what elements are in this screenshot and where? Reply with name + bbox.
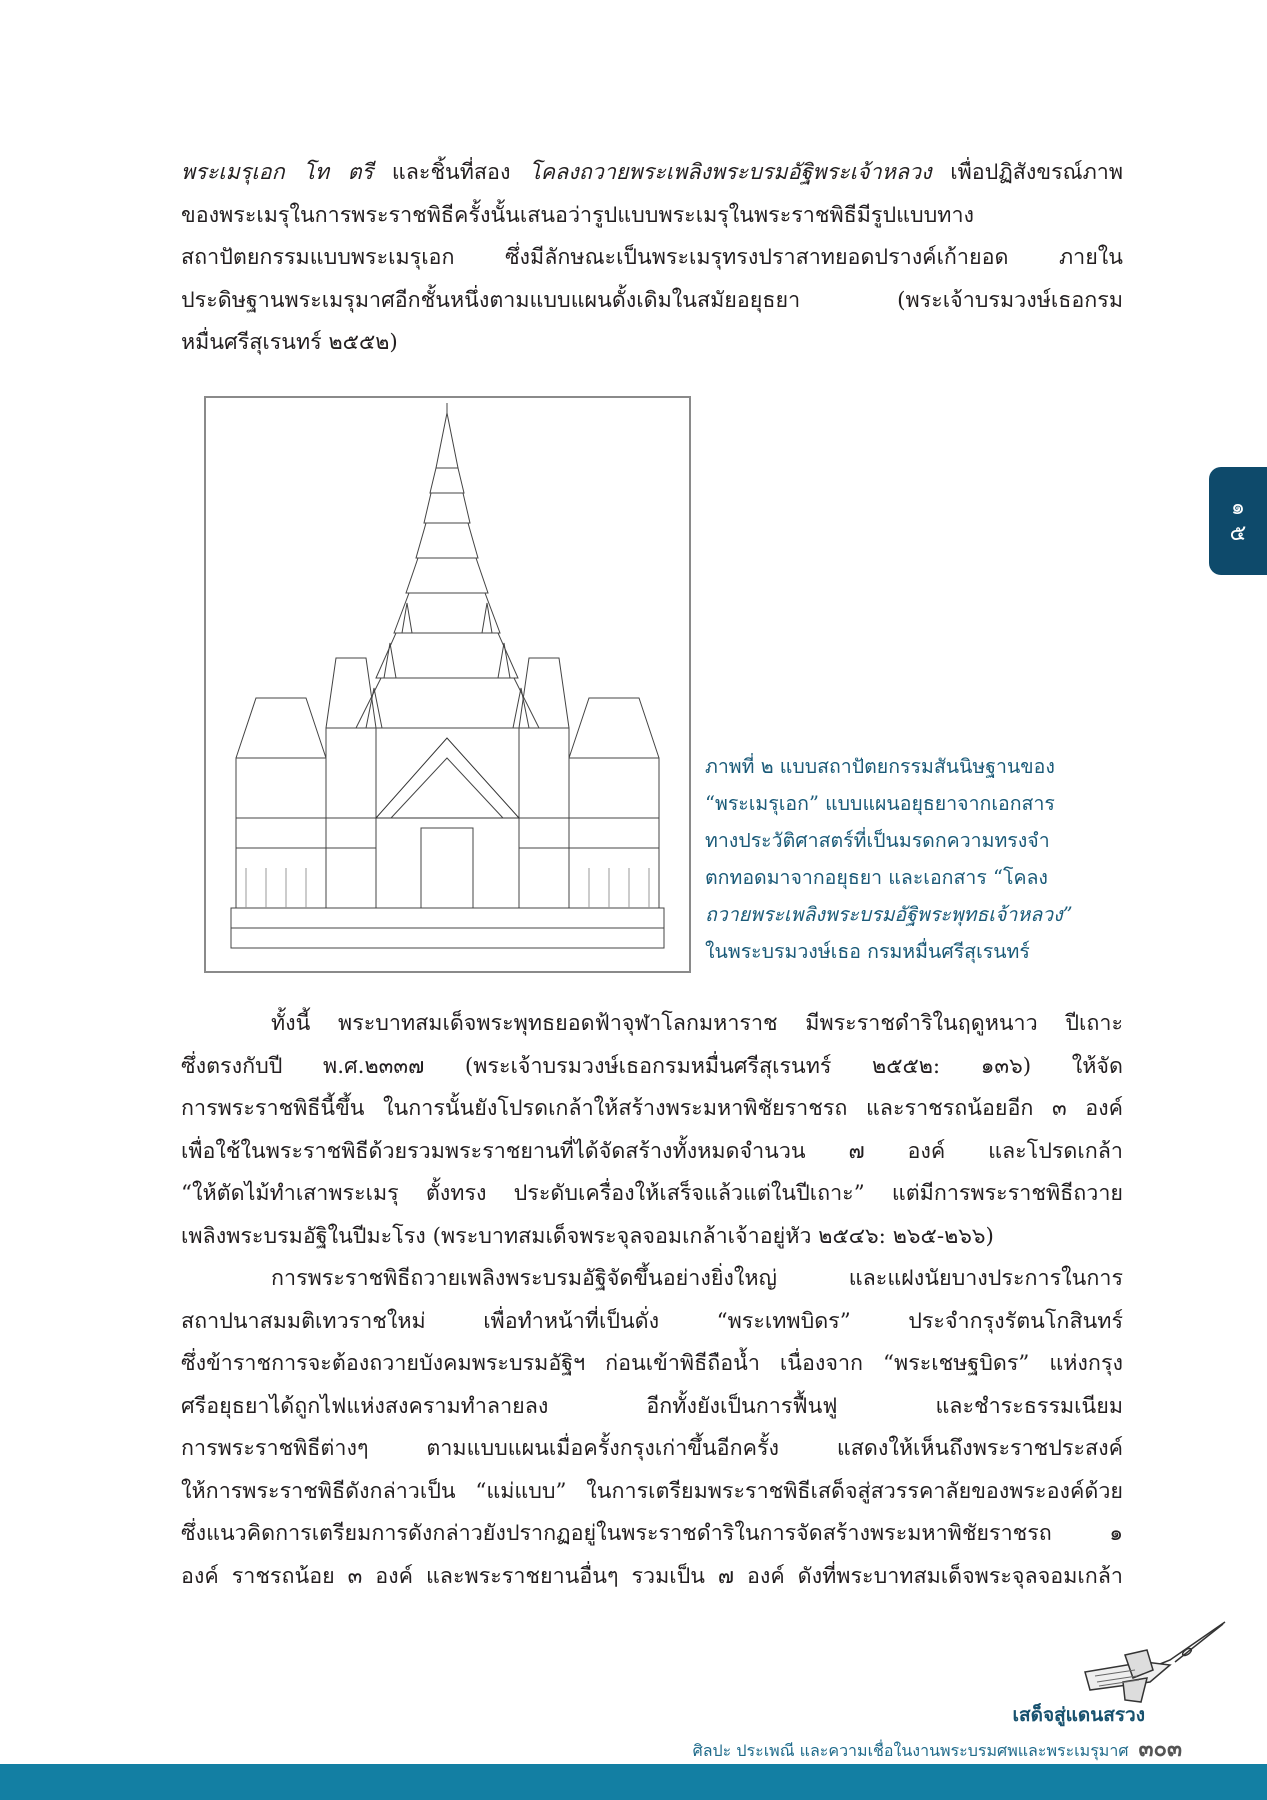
chapter-number-2: ๕ — [1229, 521, 1247, 546]
figure-caption — [705, 748, 1080, 970]
figure-prasat-drawing — [204, 396, 691, 973]
text-line: ซึ่งข้าราชการจะต้องถวายบังคมพระบรมอัฐิฯ ก่อนเข้าพิธีถือน้ำ เนื่องจาก “พระเชษฐบิดร” แห่งกรุง — [181, 1351, 1123, 1376]
text-line: ของพระเมรุในการพระราชพิธีครั้งนั้นเสนอว่ารูปแบบพระเมรุในพระราชพิธีมีรูปแบบทาง — [181, 202, 975, 228]
text-line: เพื่อใช้ในพระราชพิธีด้วยรวมพระราชยานที่ได้จัดสร้างทั้งหมดจำนวน ๗ องค์ และโปรดเกล้า — [181, 1138, 1123, 1164]
paragraph-2 — [181, 1003, 1123, 1258]
paragraph-1 — [181, 152, 1123, 365]
caption-line: ตกทอดมาจากอยุธยา และเอกสาร “โคลง — [705, 866, 1048, 889]
text-line: ทั้งนี้ พระบาทสมเด็จพระพุทธยอดฟ้าจุฬาโลกมหาราช มีพระราชดำริในฤดูหนาว ปีเถาะ — [271, 1011, 1123, 1036]
text-line: “ให้ตัดไม้ทำเสาพระเมรุ ตั้งทรง ประดับเครื่องให้เสร็จแล้วแต่ในปีเถาะ” แต่มีการพระราชพิธีถวาย — [181, 1181, 1123, 1206]
book-subtitle: ศิลปะ ประเพณี และความเชื่อในงานพระบรมศพและพระเมรุมาศ — [692, 1741, 1129, 1760]
italic-text: พระเมรุเอก โท ตรี — [181, 160, 374, 185]
chapter-number-1: ๑ — [1231, 495, 1245, 520]
text: และชิ้นที่สอง — [373, 160, 530, 185]
text-line: ศรีอยุธยาได้ถูกไฟแห่งสงครามทำลายลง อีกทั้งยังเป็นการฟื้นฟู และชำระธรรมเนียม — [181, 1393, 1123, 1419]
footer-subtitle — [693, 1731, 1182, 1766]
caption-line: ทางประวัติศาสตร์ที่เป็นมรดกความทรงจำ — [705, 829, 1050, 852]
paragraph-3 — [181, 1258, 1123, 1598]
text-line: สถาปัตยกรรมแบบพระเมรุเอก ซึ่งมีลักษณะเป็นพระเมรุทรงปราสาทยอดปรางค์เก้ายอด ภายใน — [181, 245, 1123, 270]
text-line: ซึ่งตรงกับปี พ.ศ.๒๓๓๗ (พระเจ้าบรมวงษ์เธอกรมหมื่นศรีสุเรนทร์ ๒๕๕๒: ๑๓๖) ให้จัด — [181, 1053, 1123, 1079]
text-line: ให้การพระราชพิธีดังกล่าวเป็น “แม่แบบ” ในการเตรียมพระราชพิธีเสด็จสู่สวรรคาลัยของพระองค์ด้วย — [181, 1478, 1123, 1504]
text-line: ซึ่งแนวคิดการเตรียมการดังกล่าวยังปรากฏอยู่ในพระราชดำริในการจัดสร้างพระมหาพิชัยราชรถ ๑ — [181, 1521, 1123, 1546]
italic-text: โคลงถวายพระเพลิงพระบรมอัฐิพระเจ้าหลวง — [529, 160, 932, 185]
text-line: การพระราชพิธีนี้ขึ้น ในการนั้นยังโปรดเกล้าให้สร้างพระมหาพิชัยราชรถ และราชรถน้อยอีก ๓ องค์ — [181, 1096, 1123, 1121]
text-line: องค์ ราชรถน้อย ๓ องค์ และพระราชยานอื่นๆ รวมเป็น ๗ องค์ ดังที่พระบาทสมเด็จพระจุลจอมเกล้า — [181, 1563, 1123, 1589]
book-title: เสด็จสู่แดนสรวง — [1012, 1704, 1145, 1726]
text-line: การพระราชพิธีต่างๆ ตามแบบแผนเมื่อครั้งกรุงเก่าขึ้นอีกครั้ง แสดงให้เห็นถึงพระราชประสงค์ — [181, 1436, 1123, 1461]
text-line: การพระราชพิธีถวายเพลิงพระบรมอัฐิจัดขึ้นอย่างยิ่งใหญ่ และแฝงนัยบางประการในการ — [271, 1266, 1123, 1291]
text-line: หมื่นศรีสุเรนทร์ ๒๕๕๒) — [181, 330, 398, 355]
swan-boat-logo-icon — [1075, 1620, 1230, 1705]
caption-line: ถวายพระเพลิงพระบรมอัฐิพระพุทธเจ้าหลวง” — [705, 903, 1073, 926]
page-number: ๓๐๓ — [1138, 1737, 1182, 1762]
meru-architecture-drawing — [206, 398, 689, 971]
text-line: สถาปนาสมมติเทวราชใหม่ เพื่อทำหน้าที่เป็นดั่ง “พระเทพบิดร” ประจำกรุงรัตนโกสินทร์ — [181, 1308, 1123, 1334]
text-line — [181, 152, 1123, 195]
text: เพื่อปฏิสังขรณ์ภาพ — [931, 160, 1123, 185]
caption-line: ในพระบรมวงษ์เธอ กรมหมื่นศรีสุเรนทร์ — [705, 940, 1030, 963]
chapter-tab[interactable] — [1209, 467, 1267, 575]
caption-line: ภาพที่ ๒ แบบสถาปัตยกรรมสันนิษฐานของ — [705, 755, 1055, 778]
text-line: ประดิษฐานพระเมรุมาศอีกชั้นหนึ่งตามแบบแผนดั้งเดิมในสมัยอยุธยา (พระเจ้าบรมวงษ์เธอกรม — [181, 287, 1123, 313]
bottom-bar — [0, 1764, 1267, 1800]
text-line: เพลิงพระบรมอัฐิในปีมะโรง (พระบาทสมเด็จพระจุลจอมเกล้าเจ้าอยู่หัว ๒๕๔๖: ๒๖๕-๒๖๖) — [181, 1223, 994, 1249]
caption-line: “พระเมรุเอก” แบบแผนอยุธยาจากเอกสาร — [705, 792, 1055, 815]
